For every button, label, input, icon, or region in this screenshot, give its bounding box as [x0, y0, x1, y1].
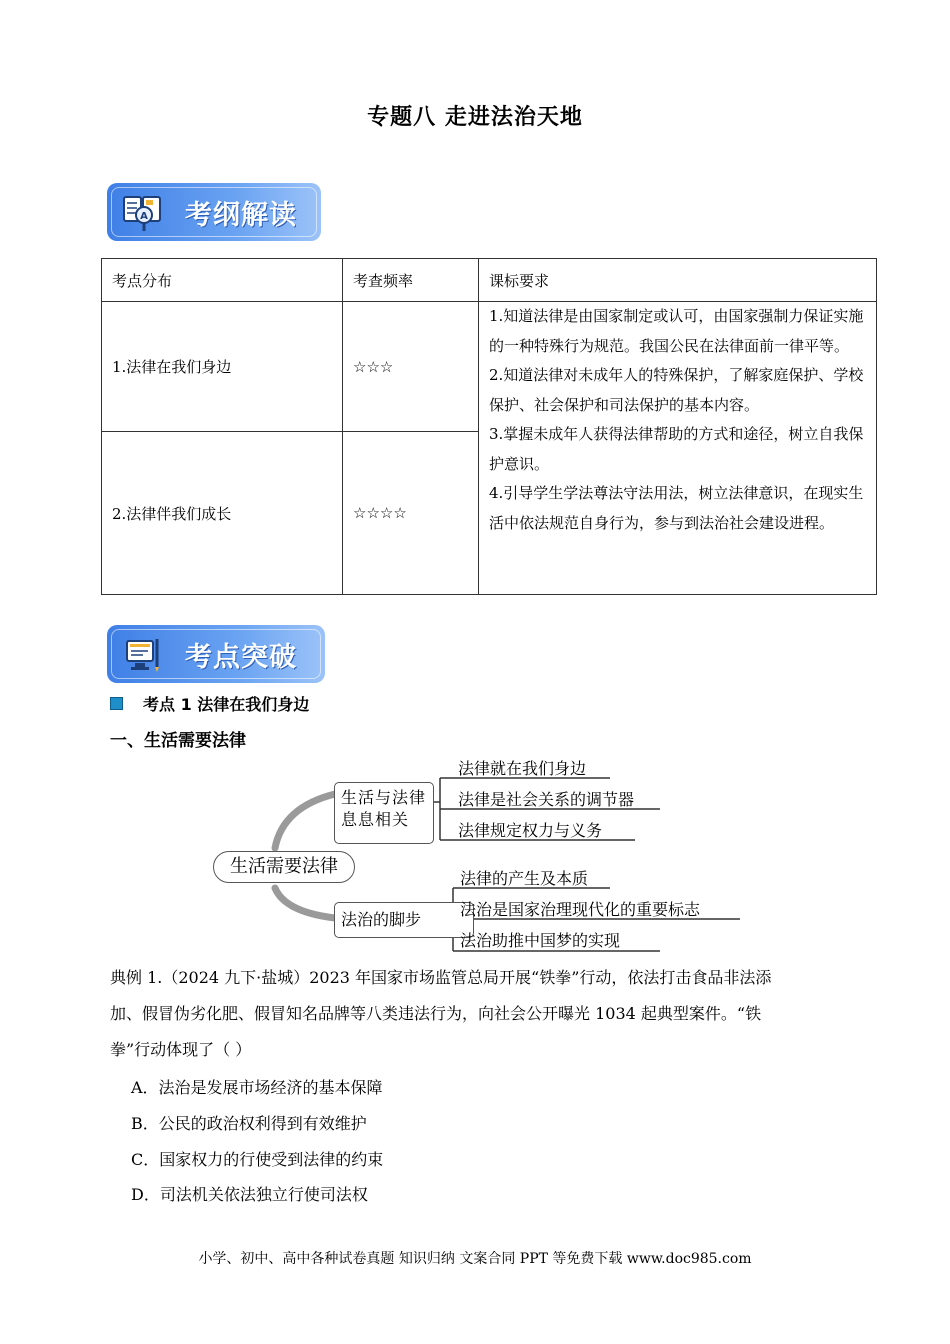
requirement-item: 4.引导学生学法尊法守法用法，树立法律意识，在现实生活中依法规范自身行为，参与到法治社会建设进程。: [489, 484, 864, 532]
mindmap-branch: 生活与法律息息相关: [334, 782, 434, 844]
question-line: 典例 1.（2024 九下·盐城）2023 年国家市场监管总局开展“铁拳”行动，依法打击食品非法添: [110, 968, 772, 987]
mindmap-leaf: 法治助推中国梦的实现: [460, 931, 621, 950]
example-question: [110, 960, 840, 1068]
star-square-icon: [110, 697, 123, 710]
mindmap-leaf: 法治是国家治理现代化的重要标志: [460, 900, 701, 919]
table-header: 课标要求: [479, 259, 877, 302]
requirement-item: 3.掌握未成年人获得法律帮助的方式和途径，树立自我保护意识。: [489, 425, 864, 473]
mindmap-leaf: 法律就在我们身边: [458, 759, 587, 778]
banner-label: 考纲解读: [185, 200, 297, 231]
requirement-item: 1.知道法律是由国家制定或认可，由国家强制力保证实施的一种特殊行为规范。我国公民在法律面前一律平等。: [489, 307, 864, 355]
table-cell-topic: 1.法律在我们身边: [102, 302, 343, 432]
table-header: 考点分布: [102, 259, 343, 302]
mindmap-leaf: 法律是社会关系的调节器: [458, 790, 635, 809]
mindmap-leaf: 法律规定权力与义务: [458, 821, 603, 840]
kaodian-heading-text: 考点 1 法律在我们身边: [143, 695, 310, 714]
mindmap-root: 生活需要法律: [213, 851, 355, 883]
section-heading: 一、生活需要法律: [110, 731, 246, 751]
page-title: 专题八 走进法治天地: [367, 105, 583, 130]
svg-text:A: A: [140, 211, 148, 222]
book-magnifier-icon: [121, 191, 165, 233]
question-line: 拳”行动体现了（ ）: [110, 1040, 252, 1059]
exam-outline-table: [101, 258, 877, 595]
option-d: D．司法机关依法独立行使司法权: [131, 1185, 368, 1204]
mindmap-branch: 法治的脚步: [334, 902, 474, 938]
table-cell-topic: 2.法律伴我们成长: [102, 432, 343, 595]
question-line: 加、假冒伪劣化肥、假冒知名品牌等八类违法行为，向社会公开曝光 1034 起典型案件。“铁: [110, 1004, 762, 1023]
table-cell-frequency: ☆☆☆☆: [343, 432, 479, 595]
option-b: B．公民的政治权利得到有效维护: [131, 1114, 367, 1133]
mindmap-leaf: 法律的产生及本质: [460, 869, 589, 888]
section-banner-breakthrough: [107, 625, 325, 683]
section-banner-outline: [107, 183, 321, 241]
option-a: A．法治是发展市场经济的基本保障: [131, 1078, 383, 1097]
banner-label: 考点突破: [185, 642, 297, 673]
option-c: C．国家权力的行使受到法律的约束: [131, 1150, 384, 1169]
kaodian-heading: [110, 692, 309, 715]
table-header: 考查频率: [343, 259, 479, 302]
requirement-item: 2.知道法律对未成年人的特殊保护，了解家庭保护、学校保护、社会保护和司法保护的基本内容。: [489, 366, 864, 414]
table-cell-frequency: ☆☆☆: [343, 302, 479, 432]
table-cell-requirements: [479, 302, 877, 595]
page-footer: 小学、初中、高中各种试卷真题 知识归纳 文案合同 PPT 等免费下载 www.doc985.com: [198, 1251, 752, 1267]
computer-calendar-icon: [121, 633, 165, 675]
